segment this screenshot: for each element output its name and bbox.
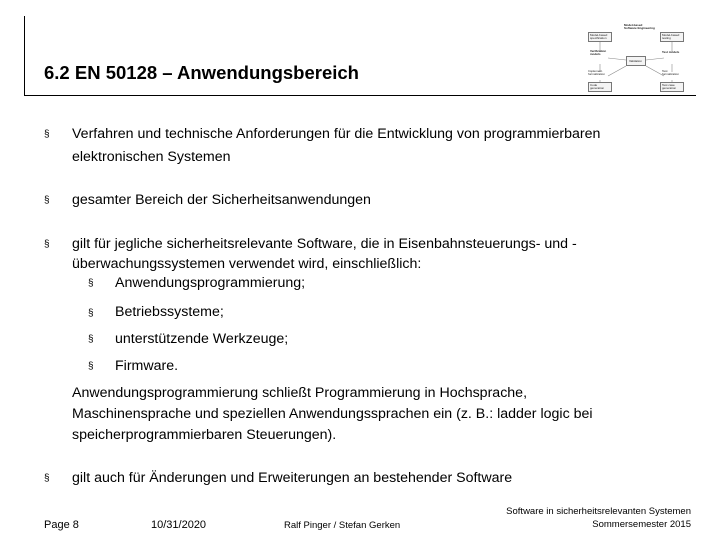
bullet-marker: § (44, 473, 50, 484)
bullet-marker: § (44, 195, 50, 206)
sub-bullet-text: Betriebssysteme; (115, 304, 224, 320)
diagram-center-label: Validation (629, 59, 642, 63)
diagram-label: Implement. formalization (588, 69, 606, 77)
sub-bullet-marker: § (88, 361, 94, 372)
model-based-engineering-diagram (582, 20, 690, 94)
diagram-box (588, 32, 612, 42)
diagram-box (588, 82, 612, 92)
diagram-top-label: Model-based Software Engineering (624, 23, 655, 31)
diagram-label: Test models (662, 50, 680, 54)
diagram-center-box (626, 56, 646, 66)
diagram-box (660, 32, 684, 42)
diagram-box-label: Model-based testing (662, 33, 680, 41)
bullet-text: gesamter Bereich der Sicherheitsanwendungen (72, 192, 371, 208)
bullet-marker: § (44, 129, 50, 140)
diagram-label: Test formalization (662, 69, 680, 77)
sub-bullet-text: Firmware. (115, 358, 179, 374)
diagram-box-label: Model-based specification (590, 33, 608, 41)
note-text: Maschinensprache und speziellen Anwendungssprachen ein (z. B.: ladder logic bei (72, 406, 593, 422)
bullet-text: Verfahren und technische Anforderungen für die Entwicklung von programmierbaren (72, 126, 601, 142)
slide-title: 6.2 EN 50128 – Anwendungsbereich (44, 62, 359, 83)
diagram-box (660, 82, 684, 92)
footer-authors: Ralf Pinger / Stefan Gerken (284, 520, 401, 531)
sub-bullet-text: unterstützende Werkzeuge; (115, 331, 289, 347)
bullet-text: überwachungssystemen verwendet wird, einschließlich: (72, 256, 422, 272)
sub-bullet-marker: § (88, 278, 94, 289)
footer-date: 10/31/2020 (151, 519, 207, 531)
footer-page-number: Page 8 (44, 519, 79, 531)
diagram-box-label: Test case generation (662, 83, 677, 91)
diagram-label: Verification models (590, 49, 607, 57)
sub-bullet-marker: § (88, 308, 94, 319)
bullet-text: gilt für jegliche sicherheitsrelevante Software, die in Eisenbahnsteuerungs- und - (72, 236, 577, 252)
bullet-marker: § (44, 239, 50, 250)
footer-semester: Sommersemester 2015 (592, 519, 691, 530)
sub-bullet-text: Anwendungsprogrammierung; (115, 275, 306, 291)
bullet-text: gilt auch für Änderungen und Erweiterungen an bestehender Software (72, 470, 513, 486)
diagram-box-label: Code generation (590, 83, 605, 91)
sub-bullet-marker: § (88, 334, 94, 345)
note-text: speicherprogrammierbaren Steuerungen). (72, 427, 337, 443)
bullet-text: elektronischen Systemen (72, 149, 231, 165)
footer-course: Software in sicherheitsrelevanten Systemen (506, 506, 691, 517)
note-text: Anwendungsprogrammierung schließt Programmierung in Hochsprache, (72, 385, 528, 401)
